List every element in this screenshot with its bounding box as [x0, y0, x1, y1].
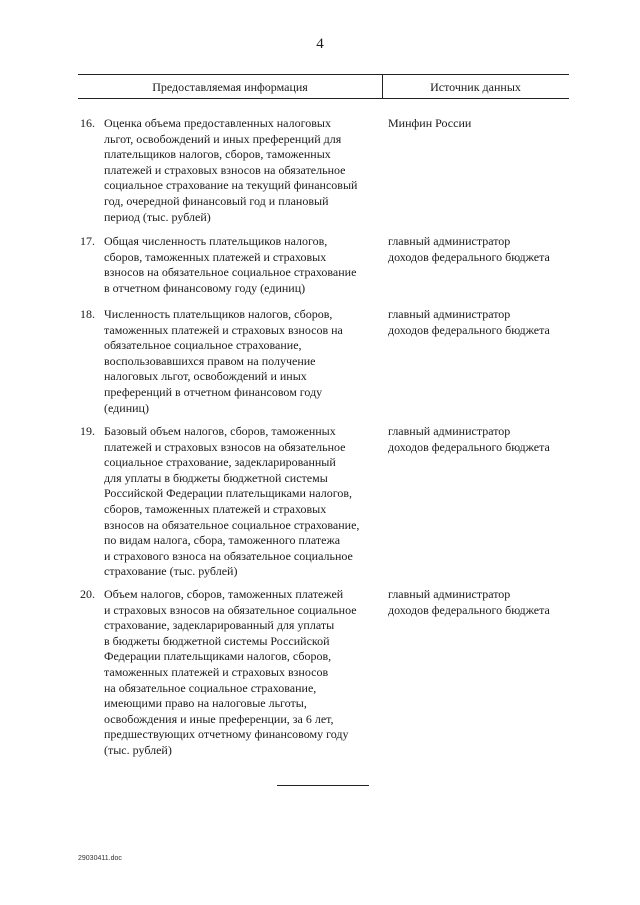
row-source-text: главный администратор доходов федерального бюджета: [388, 307, 550, 337]
row-source-text: главный администратор доходов федерального бюджета: [388, 587, 550, 617]
row-info-text: Общая численность плательщиков налогов, сборов, таможенных платежей и страховых взносов на обязательное социальное страхование в отчетном финансовому году (единиц): [104, 234, 357, 295]
header-info: Предоставляемая информация: [152, 80, 308, 94]
row-source-text: главный администратор доходов федерального бюджета: [388, 234, 550, 264]
row-source-text: главный администратор доходов федерального бюджета: [388, 424, 550, 454]
table-header-rule: [78, 98, 569, 99]
header-source: Источник данных: [430, 80, 521, 94]
end-of-document-rule: [277, 785, 369, 786]
row-info-text: Объем налогов, сборов, таможенных платежей и страховых взносов на обязательное социальное страхование, задекларированный для уплаты в бюджеты бюджетной системы Российской Федерации плательщиками налогов, сборов, таможенных платежей и страховых взносов на обязательное социальное страхование, имеющими право на налоговые льготы, освобождения и иные преференции, за 6 лет, предшествующих отчетному финансовому году (тыс. рублей): [104, 587, 357, 757]
document-code: 29030411.doc: [78, 855, 122, 862]
page-number: 4: [316, 36, 324, 52]
row-source-text: Минфин России: [388, 116, 472, 130]
row-number: 16.: [80, 116, 95, 130]
row-number: 19.: [80, 424, 95, 438]
row-number: 17.: [80, 234, 95, 248]
row-number: 20.: [80, 587, 95, 601]
row-number: 18.: [80, 307, 95, 321]
row-info-text: Оценка объема предоставленных налоговых льгот, освобождений и иных преференций для плательщиков налогов, сборов, таможенных платежей и страховых взносов на обязательное социальное страхование на текущий финансовый год, очередной финансовый год и плановый период (тыс. рублей): [104, 116, 358, 224]
row-info-text: Численность плательщиков налогов, сборов, таможенных платежей и страховых взносов на обязательное социальное страхование, воспользовавшихся правом на получение налоговых льгот, освобождений и иных преференций в отчетном финансовом году (единиц): [104, 307, 343, 415]
table-top-rule: [78, 74, 569, 75]
row-info-text: Базовый объем налогов, сборов, таможенных платежей и страховых взносов на обязательное социальное страхование, задекларированный для уплаты в бюджеты бюджетной системы Российской Федерации плательщиками налогов, сборов, таможенных платежей и страховых взносов на обязательное социальное страхование, по видам налога, сбора, таможенного платежа и страхового взноса на обязательное социальное страхование (тыс. рублей): [104, 424, 360, 579]
